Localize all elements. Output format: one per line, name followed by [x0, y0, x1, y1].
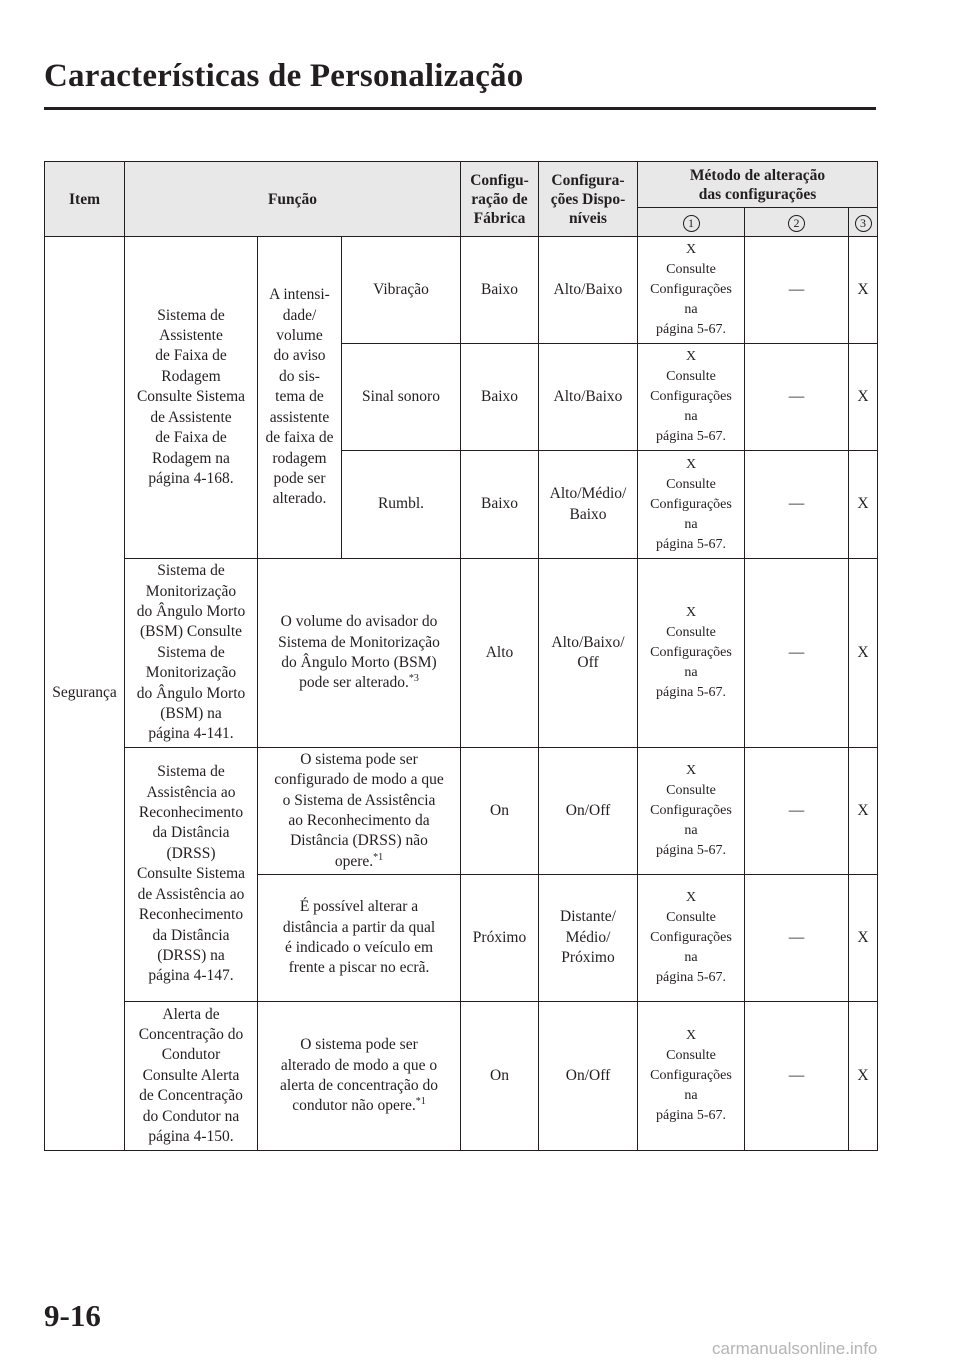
item-cell: Alerta de Concentração do Condutor Consulte Alerta de Concentração do Condutor na página 4-150. — [125, 1002, 258, 1151]
available-settings-cell: On/Off — [539, 748, 638, 875]
circled-1-icon: 1 — [683, 215, 700, 232]
function-cell: É possível alterar a distância a partir da qual é indicado o veículo em frente a piscar no ecrã. — [258, 875, 461, 1002]
header-available-settings: Configura- ções Dispo- níveis — [539, 162, 638, 237]
function-cell — [258, 559, 461, 748]
customization-table — [44, 161, 878, 1151]
method-3-cell: X — [849, 1002, 878, 1151]
method-1-cell: X Consulte Configurações na página 5-67. — [638, 748, 745, 875]
available-settings-cell: Alto/Baixo — [539, 237, 638, 344]
category-cell: Segurança — [45, 237, 125, 1151]
factory-setting-cell: Baixo — [461, 451, 539, 559]
item-cell: Sistema de Assistente de Faixa de Rodagem Consulte Sistema de Assistente de Faixa de Rodagem na página 4-168. — [125, 237, 258, 559]
header-function: Função — [125, 162, 461, 237]
item-cell: Sistema de Monitorização do Ângulo Morto (BSM) Consulte Sistema de Monitorização do Ângulo Morto (BSM) na página 4-141. — [125, 559, 258, 748]
header-method-2 — [745, 208, 849, 237]
method-1-cell: X Consulte Configurações na página 5-67. — [638, 1002, 745, 1151]
header-method-3 — [849, 208, 878, 237]
method-3-cell: X — [849, 875, 878, 1002]
footnote-marker: *3 — [408, 673, 419, 685]
subfunction-cell: Rumbl. — [342, 451, 461, 559]
footnote-marker: *1 — [415, 1096, 426, 1108]
factory-setting-cell: Baixo — [461, 237, 539, 344]
function-text: O sistema pode ser configurado de modo a que o Sistema de Assistência ao Reconhecimento da Distância (DRSS) não opere. — [274, 750, 444, 870]
function-cell — [258, 748, 461, 875]
method-3-cell: X — [849, 748, 878, 875]
method-3-cell: X — [849, 559, 878, 748]
header-item: Item — [45, 162, 125, 237]
method-2-cell: — — [745, 559, 849, 748]
page-title: Características de Personalização — [44, 58, 524, 94]
subfunction-cell: Sinal sonoro — [342, 344, 461, 451]
factory-setting-cell: On — [461, 748, 539, 875]
available-settings-cell: On/Off — [539, 1002, 638, 1151]
circled-3-icon: 3 — [855, 215, 872, 232]
available-settings-cell: Distante/ Médio/ Próximo — [539, 875, 638, 1002]
method-1-cell: X Consulte Configurações na página 5-67. — [638, 875, 745, 1002]
available-settings-cell: Alto/Baixo — [539, 344, 638, 451]
factory-setting-cell: Alto — [461, 559, 539, 748]
factory-setting-cell: Próximo — [461, 875, 539, 1002]
method-3-cell: X — [849, 237, 878, 344]
function-cell — [258, 1002, 461, 1151]
watermark-text: carmanualsonline.info — [712, 1339, 878, 1358]
circled-2-icon: 2 — [788, 215, 805, 232]
method-2-cell: — — [745, 344, 849, 451]
header-change-method: Método de alteração das configurações — [638, 162, 878, 208]
method-1-cell: X Consulte Configurações na página 5-67. — [638, 237, 745, 344]
page-number: 9-16 — [44, 1298, 101, 1333]
method-2-cell: — — [745, 748, 849, 875]
method-3-cell: X — [849, 344, 878, 451]
title-rule — [44, 107, 876, 110]
method-1-cell: X Consulte Configurações na página 5-67. — [638, 451, 745, 559]
header-factory-setting: Configu- ração de Fábrica — [461, 162, 539, 237]
available-settings-cell: Alto/Médio/ Baixo — [539, 451, 638, 559]
method-2-cell: — — [745, 237, 849, 344]
factory-setting-cell: Baixo — [461, 344, 539, 451]
table-row — [45, 1002, 878, 1151]
method-1-cell: X Consulte Configurações na página 5-67. — [638, 344, 745, 451]
table-header-row — [45, 162, 878, 208]
available-settings-cell: Alto/Baixo/ Off — [539, 559, 638, 748]
method-1-cell: X Consulte Configurações na página 5-67. — [638, 559, 745, 748]
header-method-1 — [638, 208, 745, 237]
table-row — [45, 748, 878, 875]
method-2-cell: — — [745, 1002, 849, 1151]
item-cell: Sistema de Assistência ao Reconhecimento da Distância (DRSS) Consulte Sistema de Assistência ao Reconhecimento da Distância (DRSS) na página 4-147. — [125, 748, 258, 1002]
method-3-cell: X — [849, 451, 878, 559]
table-row — [45, 237, 878, 344]
subfunction-cell: Vibração — [342, 237, 461, 344]
method-2-cell: — — [745, 875, 849, 1002]
factory-setting-cell: On — [461, 1002, 539, 1151]
function-text: O volume do avisador do Sistema de Monitorização do Ângulo Morto (BSM) pode ser alterado. — [278, 613, 440, 692]
function-cell: A intensi- dade/ volume do aviso do sis- tema de assistente de faixa de rodagem pode ser alterado. — [258, 237, 342, 559]
method-2-cell: — — [745, 451, 849, 559]
footnote-marker: *1 — [373, 851, 384, 863]
function-text: O sistema pode ser alterado de modo a que o alerta de concentração do condutor não opere. — [280, 1036, 438, 1115]
table-row — [45, 559, 878, 748]
